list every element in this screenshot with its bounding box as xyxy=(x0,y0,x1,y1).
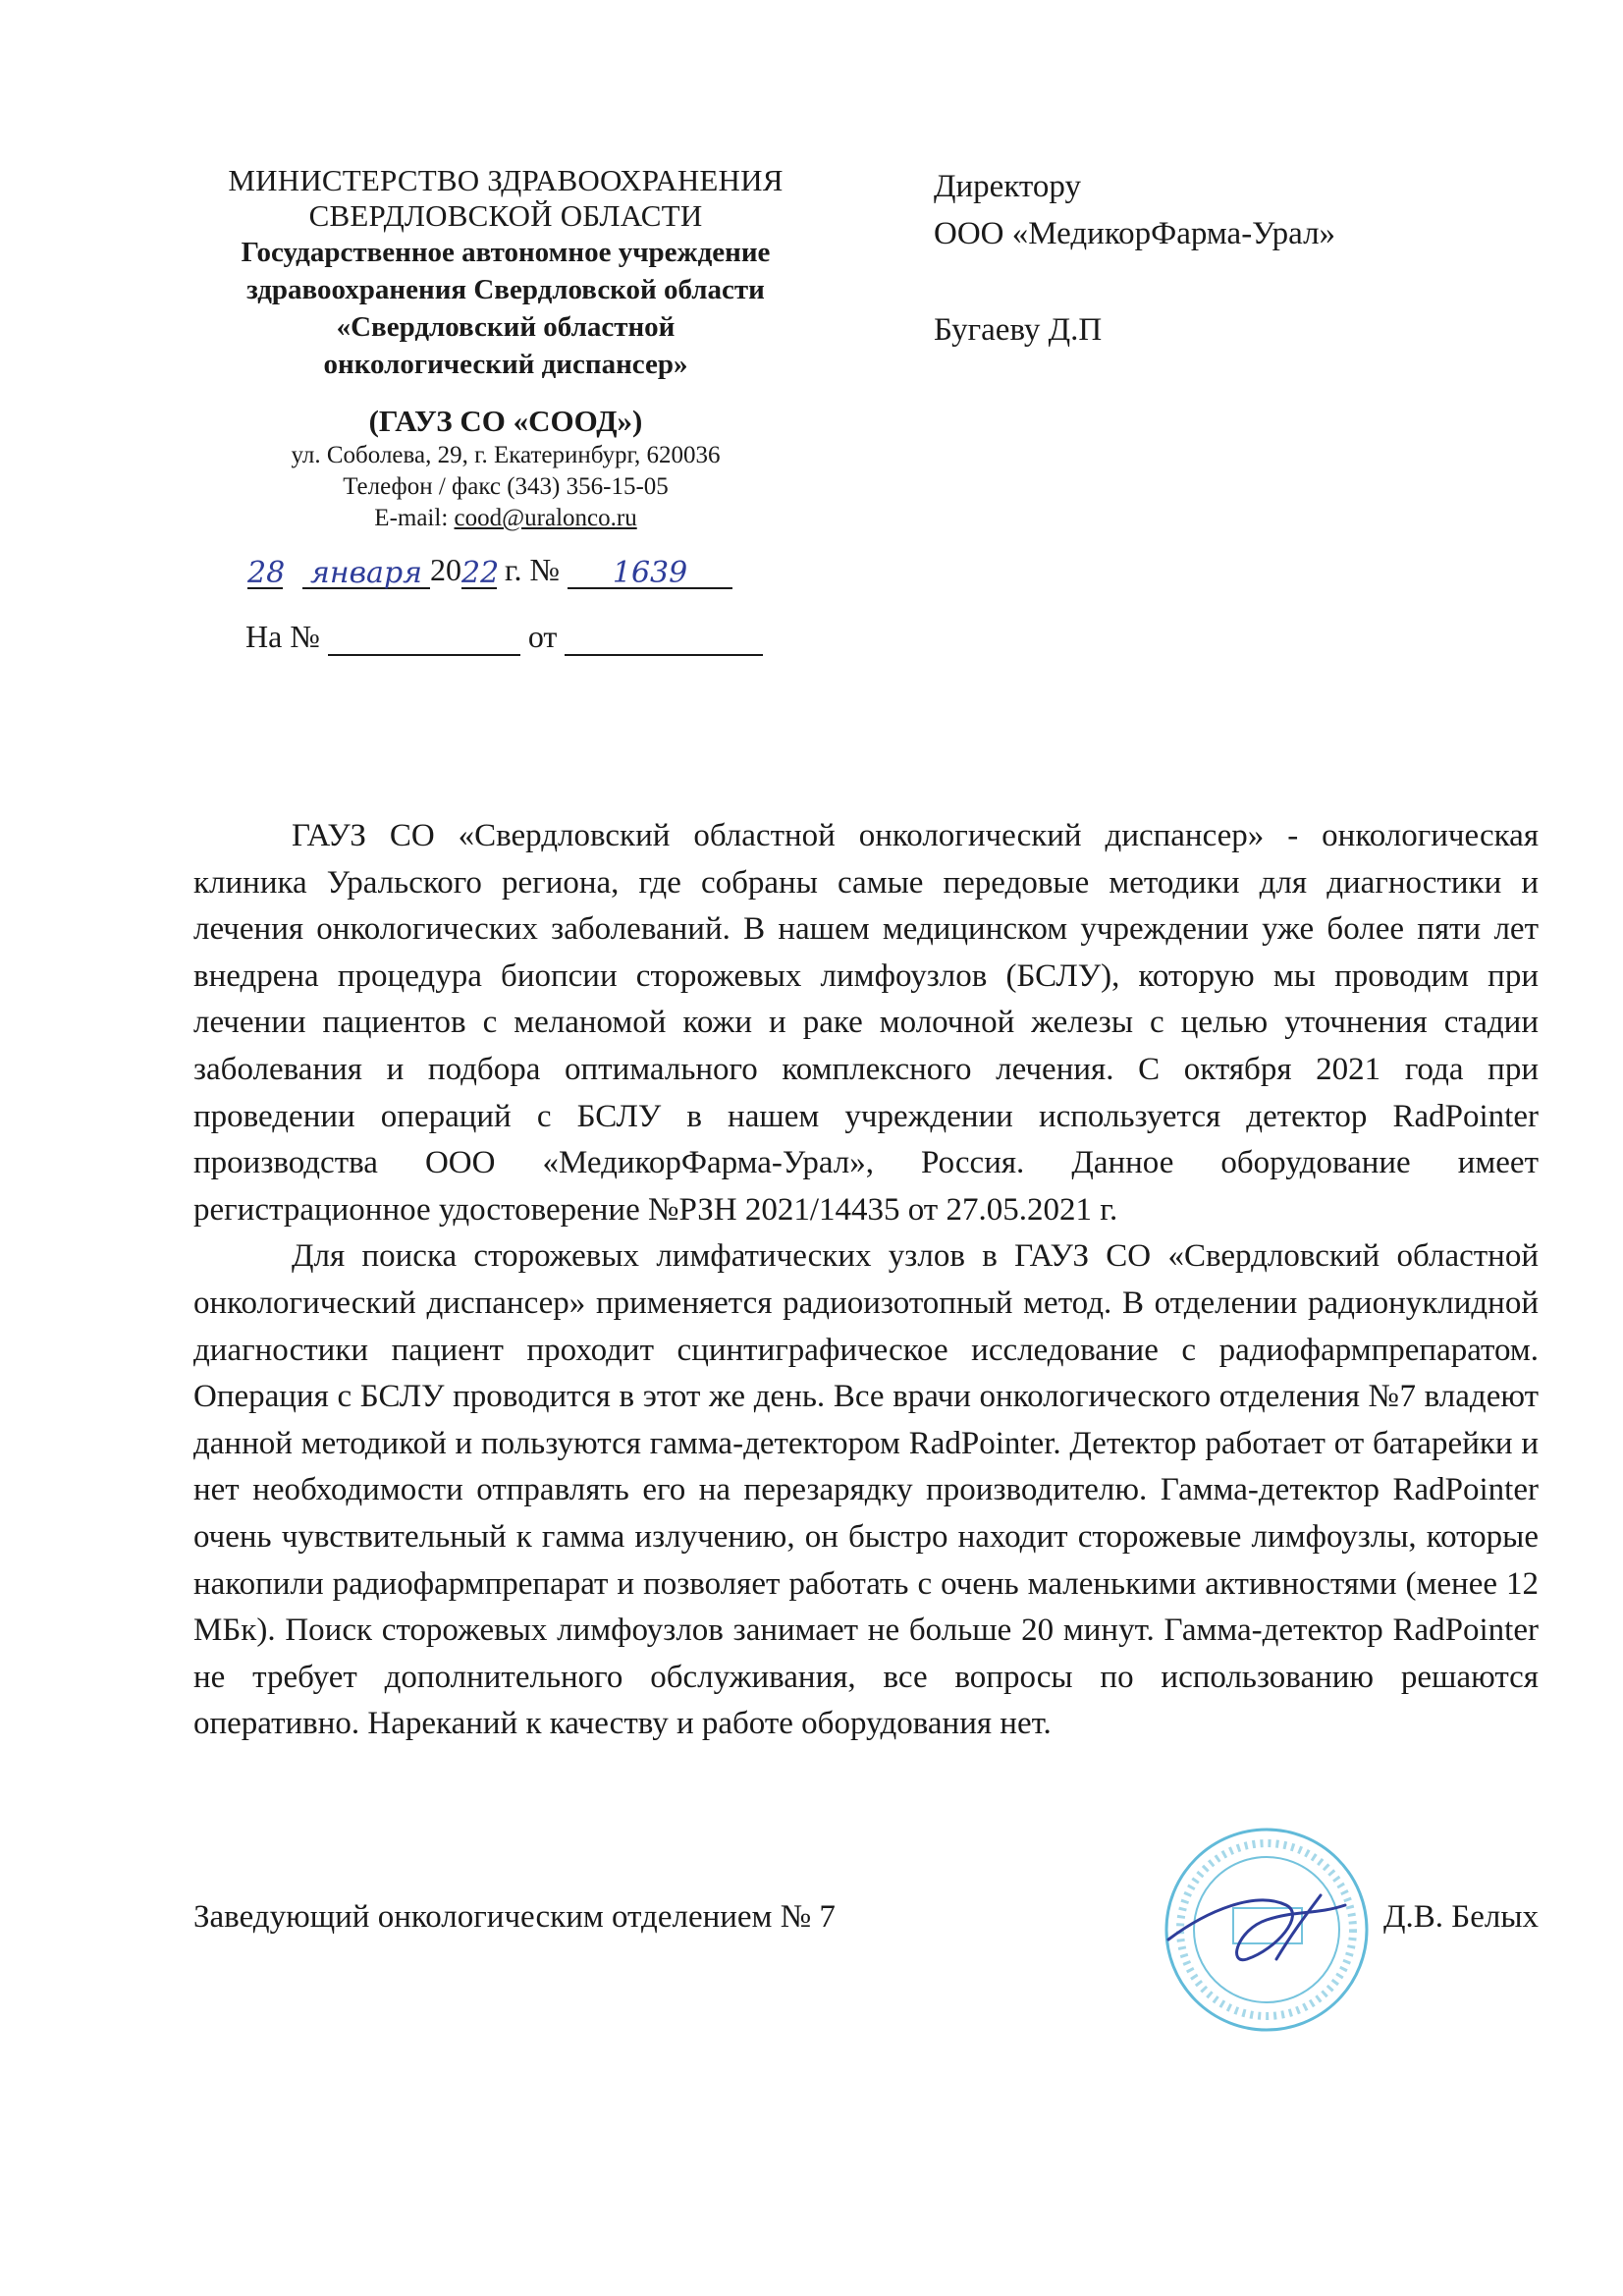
date-month: января xyxy=(309,556,423,590)
reference-line xyxy=(245,617,763,656)
addressee-name: Бугаеву Д.П xyxy=(934,312,1103,348)
ref-date-field xyxy=(565,619,763,656)
institution-line-2: здравоохранения Свердловской области xyxy=(246,274,765,305)
year-label: г. № xyxy=(505,552,561,587)
signatory-position: Заведующий онкологическим отделением № 7 xyxy=(193,1899,836,1935)
year-suffix-field xyxy=(461,552,500,590)
institution-line-3: «Свердловский областной xyxy=(336,311,676,343)
ref-from-label: от xyxy=(527,619,558,654)
email-line xyxy=(167,503,844,534)
ministry-line-2: СВЕРДЛОВСКОЙ ОБЛАСТИ xyxy=(308,198,703,233)
addressee-company: ООО «МедикорФарма-Урал» xyxy=(934,216,1336,251)
body-paragraph-1: ГАУЗ СО «Свердловский областной онкологический диспансер» - онкологическая клиника Уральского региона, где собраны самые передовые методики для диагностики и лечения онкологических заболеваний. В нашем медицинском учреждении уже более пяти лет внедрена процедура биопсии сторожевых лимфоузлов (БСЛУ), которую мы проводим при лечении пациентов с меланомой кожи и раке молочной железы с целью уточнения стадии заболевания и подбора оптимального комплексного лечения. С октября 2021 года при проведении операций с БСЛУ в нашем учреждении используется детектор RadPointer производства ООО «МедикорФарма-Урал», Россия. Данное оборудование имеет регистрационное удостоверение №РЗН 2021/14435 от 27.05.2021 г. xyxy=(193,818,1539,1228)
body-paragraph-2: Для поиска сторожевых лимфатических узлов в ГАУЗ СО «Свердловский областной онкологический диспансер» применяется радиоизотопный метод. В отделении радионуклидной диагностики пациент проходит сцинтиграфическое исследование с радиофармпрепаратом. Операция с БСЛУ проводится в этот же день. Все врачи онкологического отделения №7 владеют данной методикой и пользуются гамма-детектором RadPointer. Детектор работает от батарейки и нет необходимости отправлять его на перезарядку производителю. Гамма-детектор RadPointer очень чувствительный к гамма излучению, он быстро находит сторожевые лимфоузлы, которые накопили радиофармпрепарат и позволяет работать с очень маленькими активностями (менее 12 МБк). Поиск сторожевых лимфоузлов занимает не больше 20 минут. Гамма-детектор RadPointer не требует дополнительного обслуживания, все вопросы по использованию решаются оперативно. Нареканий к качеству и работе оборудования нет. xyxy=(193,1238,1539,1742)
date-day: 28 xyxy=(247,556,286,590)
letterhead xyxy=(167,163,844,534)
addressee xyxy=(934,163,1335,354)
signatory-name: Д.В. Белых xyxy=(1382,1899,1539,1935)
ref-number-field xyxy=(328,619,520,656)
stamp-text-ring xyxy=(1180,1843,1353,2016)
number-field xyxy=(568,552,732,589)
letter-body xyxy=(193,813,1539,1748)
outgoing-date-number xyxy=(247,550,732,589)
stamp-inner-ring xyxy=(1194,1857,1339,2002)
stamp-outer-ring xyxy=(1166,1830,1367,2030)
addressee-title: Директору xyxy=(934,169,1081,204)
institution-line-1: Государственное автономное учреждение xyxy=(241,237,771,268)
email-label: E-mail: xyxy=(374,505,455,531)
outgoing-number: 1639 xyxy=(612,556,688,590)
stamp-and-signature xyxy=(1149,1812,1375,2038)
address: ул. Соболева, 29, г. Екатеринбург, 620036 xyxy=(291,442,721,468)
phone: Телефон / факс (343) 356-15-05 xyxy=(343,473,669,500)
institution-line-4: онкологический диспансер» xyxy=(323,349,688,380)
email-link[interactable]: cood@uralonco.ru xyxy=(454,505,637,531)
year-suffix: 22 xyxy=(461,556,500,590)
ref-number-label: На № xyxy=(245,619,320,654)
institution-abbreviation: (ГАУЗ СО «СООД») xyxy=(368,404,643,438)
ministry-line-1: МИНИСТЕРСТВО ЗДРАВООХРАНЕНИЯ xyxy=(228,163,784,197)
year-prefix: 20 xyxy=(430,552,461,587)
date-month-field xyxy=(302,552,430,589)
date-day-field xyxy=(247,552,286,590)
